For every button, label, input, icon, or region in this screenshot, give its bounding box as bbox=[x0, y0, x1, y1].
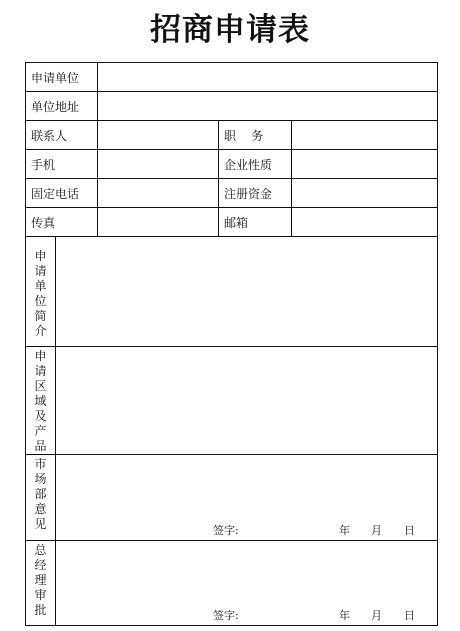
gm-approval-field[interactable] bbox=[56, 541, 438, 626]
month-label: 月 bbox=[371, 609, 382, 622]
position-field[interactable] bbox=[292, 121, 438, 150]
intro-field[interactable] bbox=[56, 237, 438, 347]
row-gm-approval bbox=[26, 541, 438, 626]
intro-label: 申 请 单 位 简 介 bbox=[26, 237, 56, 347]
enterprise-nature-label: 企业性质 bbox=[219, 150, 292, 179]
contact-label: 联系人 bbox=[26, 121, 98, 150]
mobile-field[interactable] bbox=[98, 150, 219, 179]
row-market-opinion bbox=[26, 455, 438, 541]
day-label: 日 bbox=[404, 524, 415, 537]
form-title: 招商申请表 bbox=[150, 12, 310, 48]
row-intro bbox=[26, 237, 438, 347]
unit-address-field[interactable] bbox=[98, 92, 438, 121]
enterprise-nature-field[interactable] bbox=[292, 150, 438, 179]
market-opinion-label: 市 场 部 意 见 bbox=[26, 455, 56, 541]
mobile-label: 手机 bbox=[26, 150, 98, 179]
row-contact bbox=[26, 121, 438, 150]
region-field[interactable] bbox=[56, 347, 438, 455]
year-label: 年 bbox=[339, 609, 350, 622]
row-region bbox=[26, 347, 438, 455]
registered-capital-field[interactable] bbox=[292, 179, 438, 208]
year-label: 年 bbox=[339, 524, 350, 537]
application-form-table bbox=[25, 62, 438, 626]
email-label: 邮箱 bbox=[219, 208, 292, 237]
sign-label: 签字: bbox=[213, 524, 239, 537]
position-label: 职 务 bbox=[219, 121, 292, 150]
email-field[interactable] bbox=[292, 208, 438, 237]
landline-field[interactable] bbox=[98, 179, 219, 208]
unit-address-label: 单位地址 bbox=[26, 92, 98, 121]
registered-capital-label: 注册资金 bbox=[219, 179, 292, 208]
landline-label: 固定电话 bbox=[26, 179, 98, 208]
fax-label: 传真 bbox=[26, 208, 98, 237]
region-label: 申 请 区 域 及 产 品 bbox=[26, 347, 56, 455]
row-unit-address bbox=[26, 92, 438, 121]
fax-field[interactable] bbox=[98, 208, 219, 237]
applicant-unit-label: 申请单位 bbox=[26, 63, 98, 92]
row-landline bbox=[26, 179, 438, 208]
sign-label: 签字: bbox=[213, 609, 239, 622]
applicant-unit-field[interactable] bbox=[98, 63, 438, 92]
gm-approval-label: 总 经 理 审 批 bbox=[26, 541, 56, 626]
row-applicant-unit bbox=[26, 63, 438, 92]
row-mobile bbox=[26, 150, 438, 179]
month-label: 月 bbox=[371, 524, 382, 537]
market-sign-line bbox=[213, 522, 415, 538]
market-opinion-field[interactable] bbox=[56, 455, 438, 541]
row-fax bbox=[26, 208, 438, 237]
contact-field[interactable] bbox=[98, 121, 219, 150]
day-label: 日 bbox=[404, 609, 415, 622]
gm-sign-line bbox=[213, 607, 415, 623]
